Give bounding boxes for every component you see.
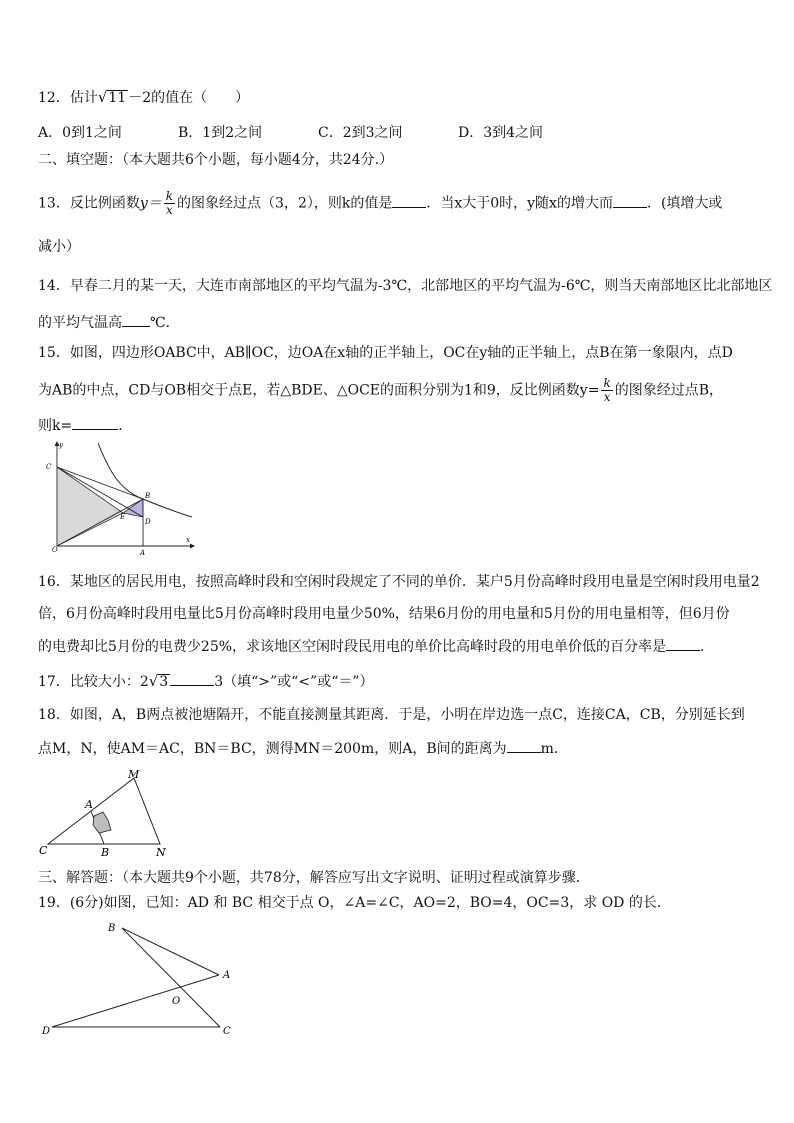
fig15-label-o: O bbox=[52, 546, 58, 554]
q14-line1: 14．早春二月的某一天，大连市南部地区的平均气温为-3℃，北部地区的平均气温为-6℃，则当天南部地区比北部地区 bbox=[38, 278, 773, 294]
triangle-cmn bbox=[48, 778, 160, 844]
q12-option-b[interactable]: B．1到2之间 bbox=[178, 125, 263, 141]
fig15-label-x: x bbox=[186, 536, 190, 544]
sqrt-sign: √ bbox=[97, 88, 108, 106]
sqrt-sign: √ bbox=[148, 672, 159, 690]
q16-line3 bbox=[38, 636, 714, 656]
fig19-label-c: C bbox=[223, 1026, 231, 1037]
fig15-label-e: E bbox=[120, 513, 126, 521]
q17-after-blank: 3（填“>”或“<”或“＝”） bbox=[214, 674, 374, 690]
q16-blank[interactable] bbox=[666, 636, 700, 651]
q13-blank-1[interactable] bbox=[392, 193, 426, 208]
q15-frac-den: x bbox=[603, 390, 611, 404]
q13-blank-2[interactable] bbox=[613, 193, 647, 208]
q12-suffix: 的值在（ ） bbox=[151, 90, 250, 106]
segment-bc bbox=[122, 928, 220, 1027]
q17-radicand: 3 bbox=[159, 674, 169, 690]
q13-mid: 的图象经过点（3，2），则k的值是 bbox=[177, 195, 393, 212]
q14-line2 bbox=[38, 312, 180, 332]
q13-prefix: 13．反比例函数 bbox=[38, 195, 140, 212]
q13-frac-num: k bbox=[165, 189, 174, 203]
q16-line1: 16．某地区的居民用电，按照高峰时段和空闲时段规定了不同的单价．某户5月份高峰时段用电量是空闲时段用电量2 bbox=[38, 574, 760, 590]
q18-line2-suffix: m． bbox=[540, 741, 568, 757]
x-axis-arrow-icon bbox=[190, 544, 195, 549]
fig15-label-d: D bbox=[145, 518, 151, 526]
fig18-label-m: M bbox=[128, 768, 140, 781]
fig18-label-n: N bbox=[156, 846, 166, 859]
q13-frac-den: x bbox=[166, 203, 173, 217]
section-3-heading: 三、解答题：（本大题共9个小题，共78分，解答应写出文字说明、证明过程或演算步骤． bbox=[38, 870, 590, 886]
q15-line1: 15．如图，四边形OABC中，AB∥OC，边OA在x轴的正半轴上，OC在y轴的正半轴上，点B在第一象限内，点D bbox=[38, 345, 733, 361]
q17-stem bbox=[38, 671, 374, 691]
q18-figure bbox=[36, 768, 186, 860]
q13-fraction bbox=[164, 190, 175, 217]
section-2-heading: 二、填空题：（本大题共6个小题，每小题4分，共24分.） bbox=[38, 152, 394, 168]
q12-option-c[interactable]: C．2到3之间 bbox=[318, 125, 403, 141]
q12-radicand: 11 bbox=[108, 90, 127, 106]
q17-blank[interactable] bbox=[170, 671, 214, 686]
q16-line3-prefix: 的电费却比5月份的电费少25%，求该地区空闲时段民用电的单价比高峰时段的用电单价低的百分率是 bbox=[38, 639, 667, 655]
q15-figure bbox=[40, 438, 200, 558]
q14-blank[interactable] bbox=[122, 312, 150, 327]
segment-ba bbox=[122, 928, 219, 975]
q16-line2: 倍，6月份高峰时段用电量比5月份高峰时段用电量少50%，结果6月份的用电量和5月份的用电量相等，但6月份 bbox=[38, 606, 730, 622]
fig19-label-b: B bbox=[108, 923, 116, 934]
q15-blank[interactable] bbox=[72, 415, 118, 430]
q13-y-eq: y＝ bbox=[139, 195, 162, 212]
q16-line3-suffix: ． bbox=[700, 639, 715, 655]
fig15-label-a: A bbox=[140, 549, 146, 557]
q15-frac-num: k bbox=[603, 376, 611, 390]
q19-stem: 19．(6分)如图，已知：AD 和 BC 相交于点 O，∠A=∠C，AO=2，BO=4，OC=3，求 OD 的长． bbox=[38, 895, 671, 911]
q15-fraction bbox=[601, 377, 612, 404]
fig19-label-o: O bbox=[172, 996, 181, 1007]
q14-line2-prefix: 的平均气温高 bbox=[38, 315, 122, 331]
q12-stem bbox=[38, 88, 249, 107]
q15-line2-suffix: 的图象经过点B， bbox=[614, 382, 724, 399]
fig15-label-b: B bbox=[145, 492, 151, 500]
q15-line3-prefix: 则k= bbox=[38, 418, 73, 434]
fig18-label-c: C bbox=[39, 844, 48, 857]
fig15-label-c: C bbox=[46, 463, 52, 471]
q18-blank[interactable] bbox=[507, 738, 541, 753]
pond-shape bbox=[93, 812, 111, 833]
q15-line3-suffix: ． bbox=[118, 418, 133, 434]
q18-line1: 18．如图，A，B两点被池塘隔开，不能直接测量其距离．于是，小明在岸边选一点C，连接CA，CB，分别延长到 bbox=[38, 707, 745, 723]
q17-prefix: 17．比较大小：2 bbox=[38, 674, 149, 690]
q15-line3 bbox=[38, 415, 132, 435]
q12-option-d[interactable]: D．3到4之间 bbox=[458, 125, 544, 141]
q19-figure bbox=[38, 918, 238, 1040]
q12-options bbox=[38, 124, 598, 142]
q15-line2 bbox=[38, 377, 723, 404]
q18-line2-prefix: 点M，N，使AM＝AC，BN＝BC，测得MN＝200m，则A，B间的距离为 bbox=[38, 741, 507, 757]
q13-line2: 减小） bbox=[38, 239, 80, 255]
q12-option-a[interactable]: A．0到1之间 bbox=[38, 125, 122, 141]
fig15-label-y: y bbox=[59, 441, 63, 449]
fig18-label-a: A bbox=[85, 798, 93, 811]
fig18-label-b: B bbox=[101, 846, 110, 859]
fig19-label-a: A bbox=[223, 970, 231, 981]
q13-suffix: ．(填增大或 bbox=[646, 195, 723, 212]
q12-minus: －2 bbox=[128, 90, 152, 106]
q13-line1 bbox=[38, 190, 722, 217]
q14-line2-suffix: ℃． bbox=[150, 315, 180, 331]
q18-line2 bbox=[38, 738, 568, 758]
q15-line2-prefix: 为AB的中点，CD与OB相交于点E，若△BDE、△OCE的面积分别为1和9，反比例函数y= bbox=[38, 382, 600, 399]
q12-prefix: 12．估计 bbox=[38, 90, 98, 106]
fig19-label-d: D bbox=[42, 1026, 51, 1037]
q13-mid2: ．当x大于0时，y随x的增大而 bbox=[426, 195, 613, 212]
